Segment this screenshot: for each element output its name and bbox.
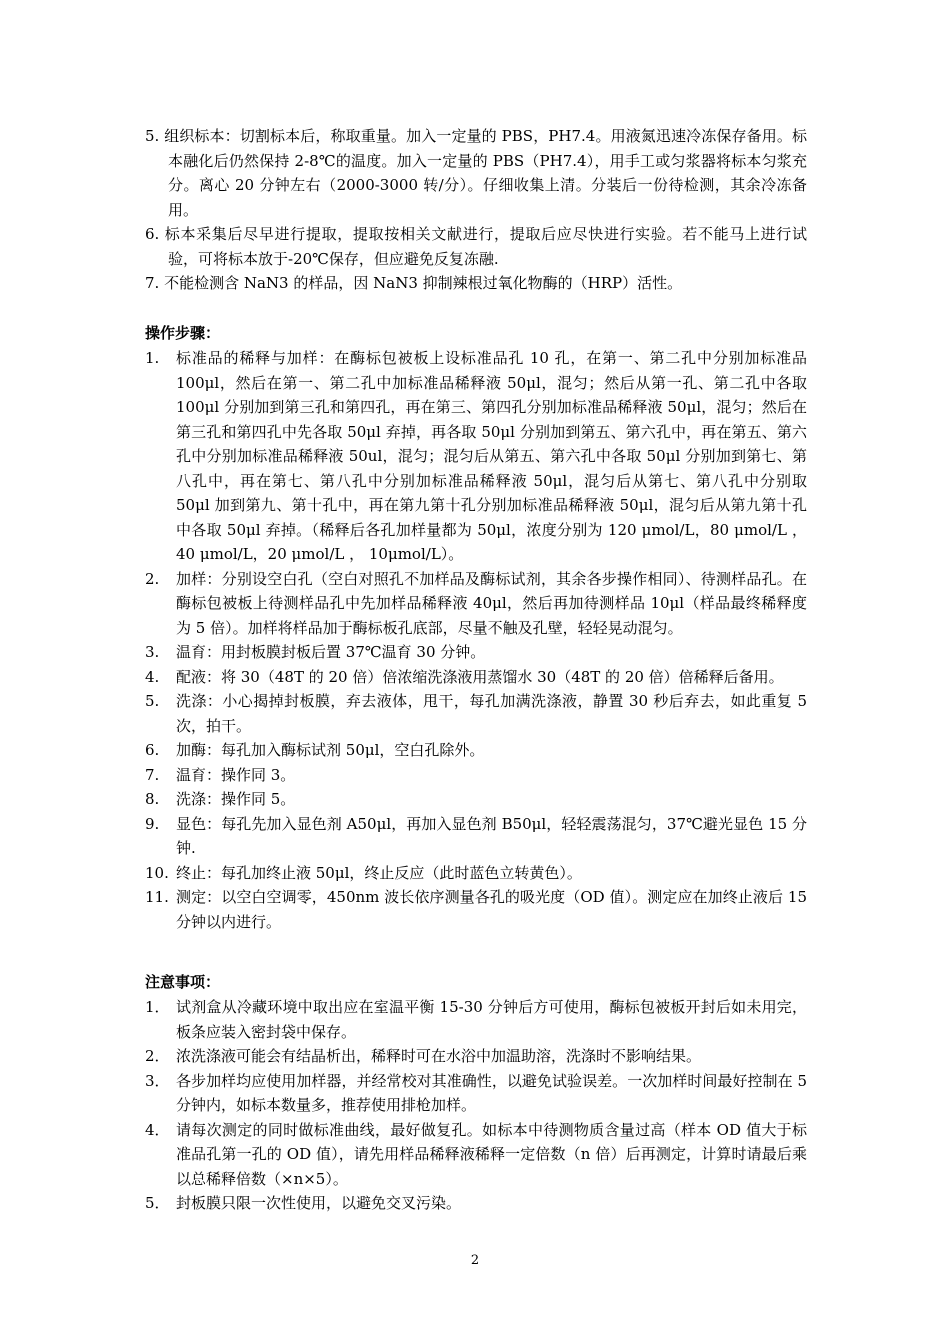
procedure-step	[145, 738, 807, 763]
note-number: 2．	[145, 1047, 170, 1065]
step-text: 配液：将 30（48T 的 20 倍）倍浓缩洗涤液用蒸馏水 30（48T 的 20 倍）倍稀释后备用。	[176, 667, 784, 686]
step-text: 温育：用封板膜封板后置 37℃温育 30 分钟。	[176, 643, 486, 661]
note-text: 各步加样均应使用加样器，并经常校对其准确性，以避免试验误差。一次加样时间最好控制在 5 分钟内，如标本数量多，推荐使用排枪加样。	[176, 1071, 807, 1114]
note-item	[145, 1044, 807, 1069]
specimen-list	[145, 124, 807, 296]
step-text: 洗涤：小心揭掉封板膜，弃去液体，甩干，每孔加满洗涤液，静置 30 秒后弃去，如此重复 5 次，拍干。	[176, 692, 807, 735]
notes-heading: 注意事项：	[145, 973, 221, 991]
procedure-step	[145, 346, 807, 567]
note-number: 4．	[145, 1120, 170, 1139]
procedure-step	[145, 689, 807, 738]
specimen-item-6: 6. 标本采集后尽早进行提取，提取按相关文献进行，提取后应尽快进行实验。若不能马上进行试验，可将标本放于-20℃保存，但应避免反复冻融.	[145, 225, 807, 268]
note-text: 封板膜只限一次性使用，以避免交叉污染。	[176, 1194, 462, 1212]
note-item	[145, 1069, 807, 1118]
note-number: 3．	[145, 1071, 170, 1090]
notes-list	[145, 995, 807, 1216]
note-number: 5．	[145, 1194, 170, 1212]
note-number: 1．	[145, 998, 170, 1016]
page-number: 2	[470, 1253, 480, 1268]
step-text: 加样：分别设空白孔（空白对照孔不加样品及酶标试剂，其余各步操作相同）、待测样品孔。在酶标包被板上待测样品孔中先加样品稀释液 40μl，然后再加待测样品 10μl（样品最终稀释度为 5 倍）。加样将样品加于酶标板孔底部，尽量不触及孔壁，轻轻晃动混匀。	[176, 569, 807, 637]
procedure-step	[145, 567, 807, 641]
procedure-step	[145, 812, 807, 861]
step-number: 6.	[145, 741, 160, 759]
step-text: 洗涤：操作同 5。	[176, 790, 296, 808]
step-text: 加酶：每孔加入酶标试剂 50μl，空白孔除外。	[176, 741, 485, 759]
note-item	[145, 995, 807, 1044]
procedure-step	[145, 787, 807, 812]
step-text: 温育：操作同 3。	[176, 765, 296, 784]
step-text: 终止：每孔加终止液 50μl，终止反应（此时蓝色立转黄色）。	[176, 863, 582, 882]
specimen-item-5: 5. 组织标本：切割标本后，称取重量。加入一定量的 PBS，PH7.4。用液氮迅速冷冻保存备用。标本融化后仍然保持 2-8℃的温度。加入一定量的 PBS（PH7.4），用手工或匀浆器将标本匀浆充分。离心 20 分钟左右（2000-3000 转/分）。仔细收集上清。分装后一份待检测，其余冷冻备用。	[145, 127, 807, 219]
procedure-heading: 操作步骤：	[145, 324, 221, 342]
note-text: 浓洗涤液可能会有结晶析出，稀释时可在水浴中加温助溶，洗涤时不影响结果。	[176, 1047, 702, 1065]
step-number: 2.	[145, 569, 160, 588]
procedure-step	[145, 665, 807, 690]
step-number: 9.	[145, 814, 160, 833]
procedure-step	[145, 861, 807, 886]
note-item	[145, 1118, 807, 1192]
step-number: 1.	[145, 349, 160, 367]
procedure-list	[145, 346, 807, 934]
step-number: 5.	[145, 692, 160, 710]
procedure-step	[145, 763, 807, 788]
specimen-item-7: 7. 不能检测含 NaN3 的样品，因 NaN3 抑制辣根过氧化物酶的（HRP）活性。	[145, 274, 683, 292]
step-text: 标准品的稀释与加样：在酶标包被板上设标准品孔 10 孔，在第一、第二孔中分别加标准品 100μl，然后在第一、第二孔中加标准品稀释液 50μl，混匀；然后从第一孔、第二孔中各取 100μl 分别加到第三孔和第四孔，再在第三、第四孔分别加标准品稀释液 50μl，混匀；然后在第三孔和第四孔中先各取 50μl 弃掉，再各取 50μl 分别加到第五、第六孔中，再在第五、第六孔中分别加标准品稀释液 50ul，混匀；混匀后从第五、第六孔中各取 50μl 分别加到第七、第八孔中，再在第七、第八孔中分别加标准品稀释液 50μl，混匀后从第七、第八孔中分别取 50μl 加到第九、第十孔中，再在第九第十孔分别加标准品稀释液 50μl，混匀后从第九第十孔中各取 50μl 弃掉。（稀释后各孔加样量都为 50μl，浓度分别为 120 μmol/L，80 μmol/L ，40 μmol/L，20 μmol/L ， 10μmol/L）。	[176, 349, 807, 563]
note-text: 请每次测定的同时做标准曲线，最好做复孔。如标本中待测物质含量过高（样本 OD 值大于标准品孔第一孔的 OD 值），请先用样品稀释液稀释一定倍数（n 倍）后再测定，计算时请最后乘以总稀释倍数（×n×5）。	[176, 1120, 807, 1188]
note-item	[145, 1191, 807, 1216]
step-number: 7.	[145, 765, 160, 784]
step-text: 测定：以空白空调零，450nm 波长依序测量各孔的吸光度（OD 值）。测定应在加终止液后 15 分钟以内进行。	[176, 888, 807, 931]
procedure-step	[145, 640, 807, 665]
note-text: 试剂盒从冷藏环境中取出应在室温平衡 15-30 分钟后方可使用，酶标包被板开封后如未用完，板条应装入密封袋中保存。	[176, 998, 807, 1041]
step-number: 8.	[145, 790, 160, 808]
procedure-step	[145, 885, 807, 934]
step-number: 11.	[145, 888, 169, 906]
step-number: 4.	[145, 667, 160, 686]
step-number: 3.	[145, 643, 160, 661]
step-number: 10.	[145, 863, 169, 882]
step-text: 显色：每孔先加入显色剂 A50μl，再加入显色剂 B50μl，轻轻震荡混匀，37℃避光显色 15 分钟.	[176, 814, 807, 857]
